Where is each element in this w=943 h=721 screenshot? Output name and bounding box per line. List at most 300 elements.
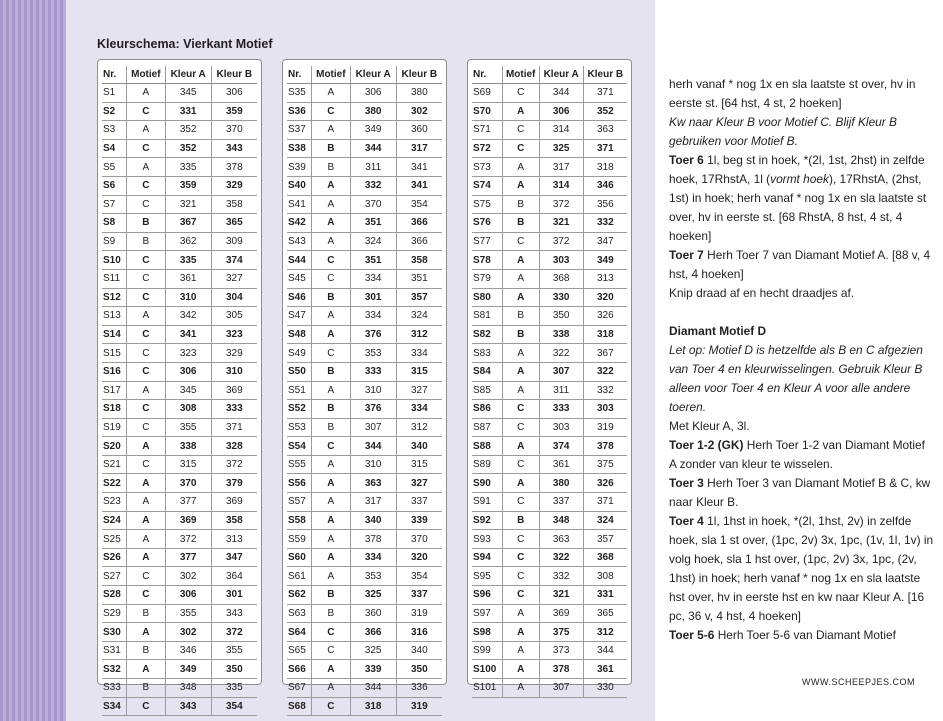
table-row xyxy=(472,269,627,288)
table-cell: A xyxy=(127,84,166,103)
table-cell: 378 xyxy=(539,660,583,679)
table-cell: S31 xyxy=(102,641,127,660)
table-cell: 334 xyxy=(396,344,442,363)
table-cell: A xyxy=(312,232,351,251)
round-label: Toer 7 xyxy=(669,248,704,262)
table-cell: 361 xyxy=(539,455,583,474)
table-cell: 344 xyxy=(539,84,583,103)
table-row xyxy=(102,437,257,456)
table-cell: 313 xyxy=(211,530,257,549)
table-cell: 339 xyxy=(396,511,442,530)
table-cell: S8 xyxy=(102,214,127,233)
table-cell: S12 xyxy=(102,288,127,307)
table-cell: A xyxy=(312,679,351,698)
table-cell: 302 xyxy=(396,102,442,121)
table-cell: B xyxy=(127,232,166,251)
table-cell: S70 xyxy=(472,102,502,121)
table-row xyxy=(102,344,257,363)
table-cell: S66 xyxy=(287,660,312,679)
table-cell: 340 xyxy=(396,641,442,660)
table-cell: S14 xyxy=(102,325,127,344)
table-cell: C xyxy=(502,548,539,567)
table-cell: S1 xyxy=(102,84,127,103)
table-cell: A xyxy=(502,362,539,381)
table-cell: 365 xyxy=(211,214,257,233)
table-cell: 310 xyxy=(350,455,396,474)
table-row xyxy=(287,437,442,456)
table-cell: S63 xyxy=(287,604,312,623)
table-cell: 321 xyxy=(539,214,583,233)
table-cell: 321 xyxy=(539,586,583,605)
table-cell: 372 xyxy=(165,530,211,549)
table-cell: A xyxy=(312,214,351,233)
round-5-6 xyxy=(669,626,934,645)
table-cell: 371 xyxy=(583,139,627,158)
table-row xyxy=(102,362,257,381)
table-cell: 332 xyxy=(350,176,396,195)
table-row xyxy=(472,214,627,233)
table-row xyxy=(102,641,257,660)
table-cell: A xyxy=(312,307,351,326)
table-cell: S45 xyxy=(287,269,312,288)
table-cell: 369 xyxy=(211,493,257,512)
table-cell: 370 xyxy=(211,121,257,140)
table-cell: S46 xyxy=(287,288,312,307)
table-cell: S21 xyxy=(102,455,127,474)
table-cell: 330 xyxy=(539,288,583,307)
table-cell: 368 xyxy=(539,269,583,288)
table-cell: 323 xyxy=(211,325,257,344)
table-row xyxy=(102,418,257,437)
table-cell: 308 xyxy=(583,567,627,586)
table-cell: 367 xyxy=(583,344,627,363)
section-note: Let op: Motief D is hetzelfde als B en C afgezien van Toer 4 en kleurwisselingen. Gebruik Kleur B alleen voor Toer 4 en Kleur A voor alle andere toeren. xyxy=(669,343,923,414)
table-cell: S77 xyxy=(472,232,502,251)
table-cell: 325 xyxy=(350,586,396,605)
table-cell: A xyxy=(312,121,351,140)
table-row xyxy=(472,288,627,307)
table-cell: A xyxy=(502,660,539,679)
round-3 xyxy=(669,474,934,512)
table-row xyxy=(472,325,627,344)
table-cell: C xyxy=(312,269,351,288)
table-cell: 368 xyxy=(583,548,627,567)
table-row xyxy=(287,158,442,177)
table-cell: S13 xyxy=(102,307,127,326)
table-cell: S79 xyxy=(472,269,502,288)
table-cell: 321 xyxy=(165,195,211,214)
table-cell: A xyxy=(312,195,351,214)
table-cell: 366 xyxy=(350,623,396,642)
table-cell: 371 xyxy=(211,418,257,437)
table-cell: S81 xyxy=(472,307,502,326)
table-cell: 355 xyxy=(165,418,211,437)
table-row xyxy=(472,567,627,586)
table-cell: S72 xyxy=(472,139,502,158)
table-row xyxy=(102,158,257,177)
table-cell: 301 xyxy=(211,586,257,605)
table-cell: C xyxy=(502,84,539,103)
table-cell: S18 xyxy=(102,400,127,419)
table-cell: A xyxy=(127,660,166,679)
table-cell: S85 xyxy=(472,381,502,400)
table-cell: 353 xyxy=(350,567,396,586)
table-cell: S36 xyxy=(287,102,312,121)
table-cell: B xyxy=(502,511,539,530)
table-cell: 340 xyxy=(350,511,396,530)
table-row xyxy=(472,195,627,214)
table-row xyxy=(287,232,442,251)
table-cell: 370 xyxy=(350,195,396,214)
table-row xyxy=(102,697,257,716)
table-row xyxy=(287,362,442,381)
table-cell: B xyxy=(312,139,351,158)
table-cell: 375 xyxy=(583,455,627,474)
table-cell: A xyxy=(502,623,539,642)
table-cell: 322 xyxy=(539,548,583,567)
table-cell: A xyxy=(127,623,166,642)
table-cell: S35 xyxy=(287,84,312,103)
round-text: 1l, beg st in hoek, *(2l, 1st, 2hst) in zelfde hoek, 17RhstA, 1l ( xyxy=(669,153,925,186)
table-cell: A xyxy=(312,530,351,549)
table-row xyxy=(287,214,442,233)
table-cell: C xyxy=(127,139,166,158)
table-cell: S49 xyxy=(287,344,312,363)
table-cell: A xyxy=(127,474,166,493)
table-cell: A xyxy=(312,493,351,512)
table-cell: S20 xyxy=(102,437,127,456)
table-cell: A xyxy=(127,158,166,177)
table-cell: 363 xyxy=(539,530,583,549)
table-cell: 341 xyxy=(396,158,442,177)
table-header-row xyxy=(102,66,257,84)
decorative-stripes xyxy=(0,0,66,721)
table-cell: 311 xyxy=(350,158,396,177)
table-cell: 363 xyxy=(583,121,627,140)
table-cell: A xyxy=(312,176,351,195)
table-cell: A xyxy=(127,381,166,400)
table-cell: S47 xyxy=(287,307,312,326)
table-cell: 319 xyxy=(396,604,442,623)
table-cell: 342 xyxy=(165,307,211,326)
table-cell: 315 xyxy=(396,362,442,381)
table-cell: 351 xyxy=(350,214,396,233)
table-cell: 365 xyxy=(583,604,627,623)
table-cell: S96 xyxy=(472,586,502,605)
table-cell: 348 xyxy=(165,679,211,698)
table-cell: 346 xyxy=(165,641,211,660)
table-cell: 337 xyxy=(539,493,583,512)
table-row xyxy=(287,121,442,140)
table-cell: C xyxy=(127,176,166,195)
table-cell: 332 xyxy=(583,381,627,400)
table-cell: S3 xyxy=(102,121,127,140)
table-row xyxy=(472,418,627,437)
table-cell: S86 xyxy=(472,400,502,419)
table-cell: 333 xyxy=(539,400,583,419)
table-row xyxy=(287,623,442,642)
table-cell: S10 xyxy=(102,251,127,270)
table-cell: S88 xyxy=(472,437,502,456)
table-row xyxy=(472,84,627,103)
round-6 xyxy=(669,151,934,246)
table-cell: 344 xyxy=(583,641,627,660)
table-cell: S9 xyxy=(102,232,127,251)
table-row xyxy=(472,660,627,679)
table-cell: S27 xyxy=(102,567,127,586)
round-text: 1l, 1hst in hoek, *(2l, 1hst, 2v) in zelfde hoek, sla 1 st over, (1pc, 2v) 3x, 1pc, (1v, 1l, 1v) in volg hoek, sla 1 hst over, (1pc, 2v) 3x, 1pc, (2v, 1hst) in hoek; herh vanaf * nog 1x en sla laatste hst over, hv in eerste hst en kw naar Kleur A. [16 pc, 36 v, 4 hst, 4 hoeken] xyxy=(669,514,934,623)
table-cell: 331 xyxy=(165,102,211,121)
table-cell: 314 xyxy=(539,121,583,140)
table-cell: 358 xyxy=(211,511,257,530)
table-cell: 326 xyxy=(583,307,627,326)
table-cell: S40 xyxy=(287,176,312,195)
table-cell: C xyxy=(312,437,351,456)
table-cell: 366 xyxy=(396,214,442,233)
table-cell: S25 xyxy=(102,530,127,549)
table-cell: S30 xyxy=(102,623,127,642)
table-cell: 335 xyxy=(211,679,257,698)
table-cell: 334 xyxy=(350,548,396,567)
table-cell: 347 xyxy=(211,548,257,567)
table-cell: 371 xyxy=(583,84,627,103)
table-cell: C xyxy=(312,344,351,363)
table-row xyxy=(287,176,442,195)
table-row xyxy=(102,232,257,251)
table-cell: 350 xyxy=(211,660,257,679)
table-cell: A xyxy=(502,176,539,195)
table-cell: S4 xyxy=(102,139,127,158)
table-row xyxy=(472,344,627,363)
table-cell: C xyxy=(502,400,539,419)
table-cell: A xyxy=(312,511,351,530)
table-row xyxy=(102,269,257,288)
table-cell: S82 xyxy=(472,325,502,344)
table-cell: 317 xyxy=(396,139,442,158)
table-cell: 329 xyxy=(211,344,257,363)
table-cell: 327 xyxy=(396,474,442,493)
table-cell: C xyxy=(127,697,166,716)
table-cell: 350 xyxy=(539,307,583,326)
table-cell: 329 xyxy=(211,176,257,195)
table-row xyxy=(102,251,257,270)
table-cell: 351 xyxy=(396,269,442,288)
table-cell: 372 xyxy=(539,232,583,251)
table-cell: S15 xyxy=(102,344,127,363)
table-row xyxy=(287,697,442,716)
column-header: Kleur B xyxy=(396,66,442,84)
table-cell: 302 xyxy=(165,623,211,642)
table-cell: S89 xyxy=(472,455,502,474)
table-cell: S101 xyxy=(472,679,502,698)
table-cell: 343 xyxy=(211,139,257,158)
table-cell: A xyxy=(502,288,539,307)
table-cell: B xyxy=(312,418,351,437)
table-cell: 369 xyxy=(165,511,211,530)
table-cell: 363 xyxy=(350,474,396,493)
table-cell: C xyxy=(502,530,539,549)
column-header: Nr. xyxy=(472,66,502,84)
table-cell: 359 xyxy=(165,176,211,195)
table-cell: A xyxy=(502,381,539,400)
table-row xyxy=(472,307,627,326)
table-cell: 348 xyxy=(539,511,583,530)
table-row xyxy=(102,139,257,158)
table-cell: S65 xyxy=(287,641,312,660)
table-cell: 316 xyxy=(396,623,442,642)
table-row xyxy=(102,455,257,474)
column-header: Kleur A xyxy=(539,66,583,84)
table-cell: S71 xyxy=(472,121,502,140)
table-cell: S62 xyxy=(287,586,312,605)
table-cell: S26 xyxy=(102,548,127,567)
table-cell: 349 xyxy=(350,121,396,140)
table-cell: S29 xyxy=(102,604,127,623)
table-cell: 374 xyxy=(211,251,257,270)
table-cell: 349 xyxy=(165,660,211,679)
table-cell: S91 xyxy=(472,493,502,512)
table-cell: S51 xyxy=(287,381,312,400)
column-header: Kleur B xyxy=(211,66,257,84)
table-cell: 324 xyxy=(396,307,442,326)
table-cell: 362 xyxy=(165,232,211,251)
table-cell: A xyxy=(502,641,539,660)
table-row xyxy=(102,493,257,512)
table-cell: B xyxy=(312,158,351,177)
table-row xyxy=(287,325,442,344)
table-cell: S33 xyxy=(102,679,127,698)
table-cell: B xyxy=(502,307,539,326)
table-cell: 337 xyxy=(396,493,442,512)
table-cell: S17 xyxy=(102,381,127,400)
table-row xyxy=(472,381,627,400)
table-cell: 310 xyxy=(350,381,396,400)
table-cell: C xyxy=(502,121,539,140)
table-cell: 303 xyxy=(539,418,583,437)
table-cell: C xyxy=(312,102,351,121)
round-label: Toer 1-2 (GK) xyxy=(669,438,744,452)
table-row xyxy=(287,455,442,474)
table-cell: 358 xyxy=(211,195,257,214)
table-cell: 310 xyxy=(165,288,211,307)
table-row xyxy=(472,251,627,270)
table-cell: 354 xyxy=(211,697,257,716)
table-cell: A xyxy=(312,381,351,400)
table-cell: 334 xyxy=(350,269,396,288)
table-cell: 312 xyxy=(583,623,627,642)
table-row xyxy=(472,679,627,698)
table-cell: 317 xyxy=(539,158,583,177)
table-cell: C xyxy=(127,400,166,419)
table-cell: A xyxy=(312,474,351,493)
table-cell: A xyxy=(502,437,539,456)
table-cell: C xyxy=(127,102,166,121)
table-cell: S11 xyxy=(102,269,127,288)
table-cell: C xyxy=(127,567,166,586)
table-cell: 359 xyxy=(211,102,257,121)
table-cell: 378 xyxy=(211,158,257,177)
table-cell: A xyxy=(502,158,539,177)
table-row xyxy=(287,418,442,437)
table-row xyxy=(102,474,257,493)
table-cell: 346 xyxy=(583,176,627,195)
table-cell: 303 xyxy=(539,251,583,270)
table-row xyxy=(102,84,257,103)
table-row xyxy=(472,474,627,493)
column-header: Kleur A xyxy=(165,66,211,84)
table-row xyxy=(287,493,442,512)
table-row xyxy=(102,548,257,567)
table-cell: 350 xyxy=(396,660,442,679)
table-cell: 311 xyxy=(539,381,583,400)
table-cell: S7 xyxy=(102,195,127,214)
table-cell: C xyxy=(127,344,166,363)
table-cell: S38 xyxy=(287,139,312,158)
table-cell: 318 xyxy=(350,697,396,716)
table-cell: S64 xyxy=(287,623,312,642)
table-cell: 354 xyxy=(396,195,442,214)
table-cell: S50 xyxy=(287,362,312,381)
table-row xyxy=(102,214,257,233)
table-row xyxy=(102,325,257,344)
table-cell: 324 xyxy=(583,511,627,530)
table-cell: S42 xyxy=(287,214,312,233)
table-cell: 367 xyxy=(165,214,211,233)
start-instruction: Met Kleur A, 3l. xyxy=(669,419,750,433)
table-cell: A xyxy=(312,660,351,679)
table-cell: 379 xyxy=(211,474,257,493)
table-cell: A xyxy=(312,325,351,344)
table-cell: 353 xyxy=(350,344,396,363)
table-cell: 314 xyxy=(539,176,583,195)
table-cell: C xyxy=(502,232,539,251)
table-row xyxy=(287,344,442,363)
table-header-row xyxy=(472,66,627,84)
table-row xyxy=(472,641,627,660)
table-cell: C xyxy=(127,586,166,605)
table-cell: 326 xyxy=(583,474,627,493)
table-cell: 335 xyxy=(165,158,211,177)
table-cell: B xyxy=(127,641,166,660)
finish-note: Knip draad af en hecht draadjes af. xyxy=(669,286,855,300)
table-cell: 345 xyxy=(165,84,211,103)
table-cell: S90 xyxy=(472,474,502,493)
table-row xyxy=(102,586,257,605)
table-cell: S54 xyxy=(287,437,312,456)
table-cell: B xyxy=(312,586,351,605)
round-label: Toer 5-6 xyxy=(669,628,715,642)
table-cell: C xyxy=(502,418,539,437)
table-cell: 315 xyxy=(165,455,211,474)
table-cell: S59 xyxy=(287,530,312,549)
table-cell: 357 xyxy=(396,288,442,307)
table-cell: S83 xyxy=(472,344,502,363)
table-cell: A xyxy=(502,679,539,698)
table-cell: 341 xyxy=(396,176,442,195)
table-cell: S22 xyxy=(102,474,127,493)
table-row xyxy=(287,641,442,660)
table-cell: S69 xyxy=(472,84,502,103)
table-row xyxy=(102,400,257,419)
table-row xyxy=(472,362,627,381)
table-cell: 334 xyxy=(396,400,442,419)
table-cell: 344 xyxy=(350,437,396,456)
table-cell: S80 xyxy=(472,288,502,307)
table-cell: 310 xyxy=(211,362,257,381)
table-cell: 307 xyxy=(539,362,583,381)
table-cell: A xyxy=(312,84,351,103)
column-header: Nr. xyxy=(102,66,127,84)
